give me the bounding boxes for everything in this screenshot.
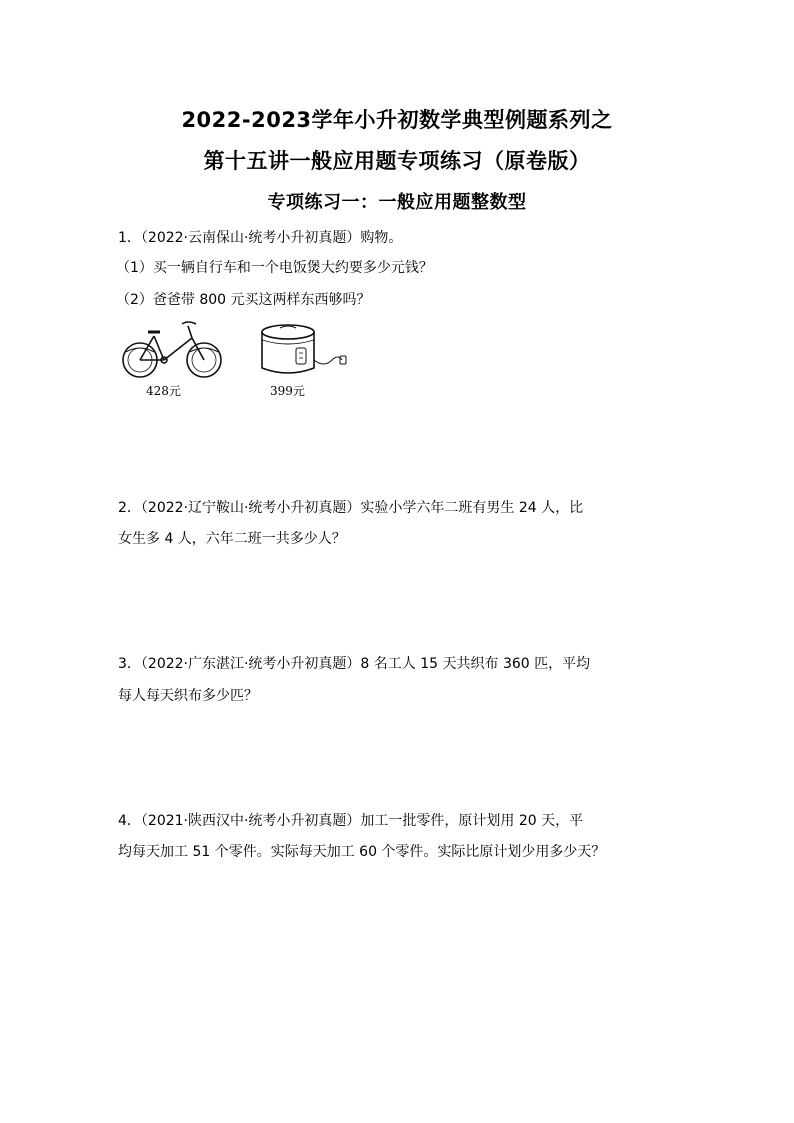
document-title: 2022-2023学年小升初数学典型例题系列之 bbox=[181, 108, 613, 132]
question-4-line-2: 均每天加工 51 个零件。实际每天加工 60 个零件。实际比原计划少用多少天？ bbox=[118, 844, 606, 860]
question-3-line-1: 3．（2022·广东湛江·统考小升初真题）8 名工人 15 天共织布 360 匹，平均 bbox=[118, 656, 591, 672]
rice-cooker-icon bbox=[258, 322, 350, 380]
question-2-line-1: 2．（2022·辽宁鞍山·统考小升初真题）实验小学六年二班有男生 24 人，比 bbox=[118, 500, 584, 516]
question-2-line-2: 女生多 4 人，六年二班一共多少人？ bbox=[118, 531, 346, 547]
question-1-stem: 1．（2022·云南保山·统考小升初真题）购物。 bbox=[118, 230, 403, 246]
question-1-part-1: （1）买一辆自行车和一个电饭煲大约要多少元钱？ bbox=[116, 260, 433, 276]
question-4-line-1: 4．（2021·陕西汉中·统考小升初真题）加工一批零件，原计划用 20 天，平 bbox=[118, 813, 584, 829]
document-subtitle: 第十五讲一般应用题专项练习（原卷版） bbox=[203, 149, 591, 173]
bicycle-price: 428元 bbox=[146, 384, 181, 398]
section-title: 专项练习一：一般应用题整数型 bbox=[267, 192, 527, 213]
rice-cooker-price: 399元 bbox=[270, 384, 305, 398]
question-1-part-2: （2）爸爸带 800 元买这两样东西够吗？ bbox=[116, 292, 371, 308]
bicycle-icon bbox=[120, 318, 225, 382]
question-3-line-2: 每人每天织布多少匹？ bbox=[118, 688, 258, 704]
